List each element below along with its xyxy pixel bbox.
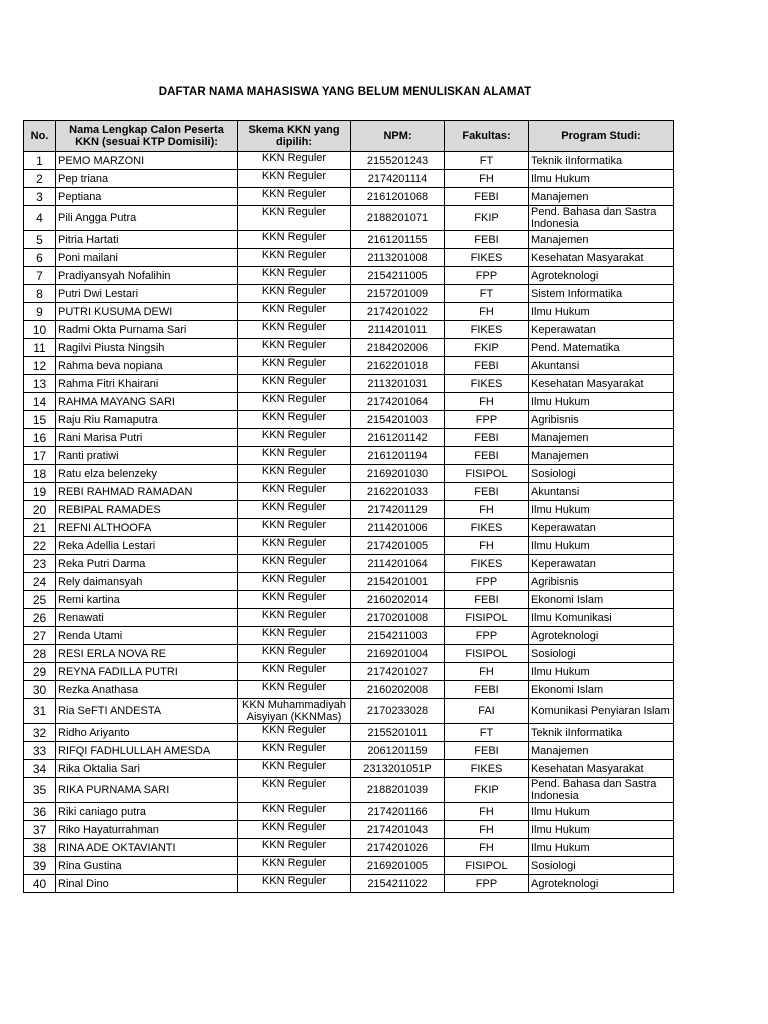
table-row [24, 742, 674, 760]
cell-prodi: Teknik iInformatika [529, 152, 674, 170]
cell-fakultas: FPP [445, 411, 529, 429]
cell-no: 24 [24, 573, 56, 591]
cell-no: 22 [24, 537, 56, 555]
cell-prodi: Agroteknologi [529, 627, 674, 645]
table-row [24, 875, 674, 893]
header-prodi: Program Studi: [529, 121, 674, 152]
table-row [24, 249, 674, 267]
table-row [24, 501, 674, 519]
cell-skema: KKN Reguler [238, 609, 351, 627]
table-row [24, 555, 674, 573]
cell-prodi: Pend. Bahasa dan Sastra Indonesia [529, 778, 674, 803]
cell-nama: Rely daimansyah [56, 573, 238, 591]
cell-nama: Rinal Dino [56, 875, 238, 893]
cell-nama: Rahma beva nopiana [56, 357, 238, 375]
header-nama: Nama Lengkap Calon Peserta KKN (sesuai KTP Domisili): [56, 121, 238, 152]
cell-npm: 2114201006 [351, 519, 445, 537]
cell-prodi: Manajemen [529, 188, 674, 206]
header-no: No. [24, 121, 56, 152]
cell-npm: 2061201159 [351, 742, 445, 760]
cell-nama: Renawati [56, 609, 238, 627]
cell-prodi: Teknik iInformatika [529, 724, 674, 742]
cell-skema: KKN Reguler [238, 303, 351, 321]
cell-no: 12 [24, 357, 56, 375]
cell-skema: KKN Reguler [238, 483, 351, 501]
cell-npm: 2160202014 [351, 591, 445, 609]
cell-skema: KKN Reguler [238, 231, 351, 249]
cell-no: 26 [24, 609, 56, 627]
cell-no: 10 [24, 321, 56, 339]
table-row [24, 537, 674, 555]
cell-prodi: Kesehatan Masyarakat [529, 375, 674, 393]
cell-npm: 2174201043 [351, 821, 445, 839]
cell-no: 21 [24, 519, 56, 537]
cell-skema: KKN Reguler [238, 267, 351, 285]
cell-no: 40 [24, 875, 56, 893]
cell-npm: 2169201030 [351, 465, 445, 483]
cell-prodi: Sistem Informatika [529, 285, 674, 303]
cell-fakultas: FEBI [445, 483, 529, 501]
table-row [24, 393, 674, 411]
cell-skema: KKN Reguler [238, 724, 351, 742]
cell-no: 30 [24, 681, 56, 699]
cell-no: 16 [24, 429, 56, 447]
table-row [24, 803, 674, 821]
cell-nama: RIFQI FADHLULLAH AMESDA [56, 742, 238, 760]
table-row [24, 152, 674, 170]
cell-no: 2 [24, 170, 56, 188]
cell-prodi: Pend. Matematika [529, 339, 674, 357]
cell-skema: KKN Reguler [238, 285, 351, 303]
cell-npm: 2161201194 [351, 447, 445, 465]
cell-nama: Remi kartina [56, 591, 238, 609]
table-row [24, 303, 674, 321]
table-row [24, 519, 674, 537]
cell-prodi: Agribisnis [529, 573, 674, 591]
cell-fakultas: FISIPOL [445, 465, 529, 483]
student-table [23, 120, 674, 893]
cell-prodi: Keperawatan [529, 555, 674, 573]
cell-npm: 2114201064 [351, 555, 445, 573]
cell-npm: 2155201011 [351, 724, 445, 742]
cell-no: 25 [24, 591, 56, 609]
cell-skema: KKN Reguler [238, 803, 351, 821]
cell-nama: RINA ADE OKTAVIANTI [56, 839, 238, 857]
cell-npm: 2113201031 [351, 375, 445, 393]
cell-fakultas: FEBI [445, 231, 529, 249]
cell-fakultas: FT [445, 724, 529, 742]
cell-no: 13 [24, 375, 56, 393]
table-row [24, 188, 674, 206]
cell-npm: 2188201071 [351, 206, 445, 231]
cell-fakultas: FT [445, 152, 529, 170]
header-skema: Skema KKN yang dipilih: [238, 121, 351, 152]
cell-fakultas: FEBI [445, 681, 529, 699]
cell-nama: Pitria Hartati [56, 231, 238, 249]
cell-nama: REYNA FADILLA PUTRI [56, 663, 238, 681]
cell-fakultas: FH [445, 803, 529, 821]
cell-fakultas: FH [445, 537, 529, 555]
cell-skema: KKN Reguler [238, 742, 351, 760]
cell-skema: KKN Reguler [238, 839, 351, 857]
cell-prodi: Manajemen [529, 231, 674, 249]
cell-nama: Pili Angga Putra [56, 206, 238, 231]
cell-npm: 2174201064 [351, 393, 445, 411]
table-row [24, 285, 674, 303]
cell-skema: KKN Muhammadiyah Aisyiyan (KKNMas) [238, 699, 351, 724]
cell-npm: 2169201004 [351, 645, 445, 663]
cell-nama: Radmi Okta Purnama Sari [56, 321, 238, 339]
cell-prodi: Agroteknologi [529, 875, 674, 893]
cell-prodi: Ilmu Hukum [529, 303, 674, 321]
cell-skema: KKN Reguler [238, 206, 351, 231]
cell-prodi: Ilmu Hukum [529, 663, 674, 681]
cell-fakultas: FPP [445, 875, 529, 893]
cell-npm: 2313201051P [351, 760, 445, 778]
cell-fakultas: FH [445, 821, 529, 839]
cell-fakultas: FISIPOL [445, 857, 529, 875]
table-row [24, 357, 674, 375]
cell-nama: Rezka Anathasa [56, 681, 238, 699]
cell-nama: Rahma Fitri Khairani [56, 375, 238, 393]
cell-npm: 2188201039 [351, 778, 445, 803]
cell-skema: KKN Reguler [238, 591, 351, 609]
table-row [24, 339, 674, 357]
cell-npm: 2161201068 [351, 188, 445, 206]
cell-fakultas: FH [445, 839, 529, 857]
cell-no: 4 [24, 206, 56, 231]
cell-fakultas: FPP [445, 627, 529, 645]
cell-no: 33 [24, 742, 56, 760]
cell-nama: Riko Hayaturrahman [56, 821, 238, 839]
cell-no: 34 [24, 760, 56, 778]
table-row [24, 465, 674, 483]
cell-npm: 2169201005 [351, 857, 445, 875]
cell-fakultas: FISIPOL [445, 609, 529, 627]
cell-fakultas: FPP [445, 267, 529, 285]
table-row [24, 573, 674, 591]
table-row [24, 411, 674, 429]
cell-prodi: Akuntansi [529, 357, 674, 375]
cell-skema: KKN Reguler [238, 249, 351, 267]
cell-npm: 2174201166 [351, 803, 445, 821]
cell-nama: Rika Oktalia Sari [56, 760, 238, 778]
table-row [24, 591, 674, 609]
cell-prodi: Manajemen [529, 447, 674, 465]
table-row [24, 447, 674, 465]
cell-nama: Riki caniago putra [56, 803, 238, 821]
table-row [24, 483, 674, 501]
cell-nama: Pep triana [56, 170, 238, 188]
cell-nama: RIKA PURNAMA SARI [56, 778, 238, 803]
cell-prodi: Ilmu Hukum [529, 803, 674, 821]
cell-skema: KKN Reguler [238, 465, 351, 483]
cell-skema: KKN Reguler [238, 429, 351, 447]
cell-fakultas: FKIP [445, 778, 529, 803]
table-row [24, 857, 674, 875]
cell-prodi: Ilmu Hukum [529, 537, 674, 555]
cell-fakultas: FEBI [445, 188, 529, 206]
table-row [24, 760, 674, 778]
cell-no: 7 [24, 267, 56, 285]
cell-no: 6 [24, 249, 56, 267]
cell-fakultas: FIKES [445, 375, 529, 393]
cell-prodi: Ilmu Hukum [529, 839, 674, 857]
table-row [24, 321, 674, 339]
cell-no: 23 [24, 555, 56, 573]
table-row [24, 231, 674, 249]
cell-prodi: Agribisnis [529, 411, 674, 429]
cell-no: 28 [24, 645, 56, 663]
table-row [24, 206, 674, 231]
cell-no: 35 [24, 778, 56, 803]
cell-fakultas: FEBI [445, 591, 529, 609]
cell-prodi: Ekonomi Islam [529, 591, 674, 609]
cell-no: 3 [24, 188, 56, 206]
cell-prodi: Akuntansi [529, 483, 674, 501]
table-row [24, 375, 674, 393]
cell-fakultas: FIKES [445, 760, 529, 778]
cell-no: 27 [24, 627, 56, 645]
cell-no: 5 [24, 231, 56, 249]
cell-skema: KKN Reguler [238, 339, 351, 357]
cell-npm: 2174201027 [351, 663, 445, 681]
cell-prodi: Agroteknologi [529, 267, 674, 285]
cell-skema: KKN Reguler [238, 447, 351, 465]
cell-nama: REFNI ALTHOOFA [56, 519, 238, 537]
cell-fakultas: FIKES [445, 249, 529, 267]
cell-skema: KKN Reguler [238, 875, 351, 893]
cell-prodi: Pend. Bahasa dan Sastra Indonesia [529, 206, 674, 231]
page-title: DAFTAR NAMA MAHASISWA YANG BELUM MENULISKAN ALAMAT [158, 86, 532, 98]
cell-skema: KKN Reguler [238, 627, 351, 645]
cell-prodi: Manajemen [529, 742, 674, 760]
cell-fakultas: FH [445, 170, 529, 188]
table-row [24, 267, 674, 285]
header-fakultas: Fakultas: [445, 121, 529, 152]
cell-fakultas: FAI [445, 699, 529, 724]
cell-npm: 2114201011 [351, 321, 445, 339]
cell-skema: KKN Reguler [238, 411, 351, 429]
cell-npm: 2155201243 [351, 152, 445, 170]
cell-fakultas: FKIP [445, 206, 529, 231]
table-row [24, 681, 674, 699]
cell-skema: KKN Reguler [238, 188, 351, 206]
cell-nama: Ragilvi Piusta Ningsih [56, 339, 238, 357]
cell-nama: Pradiyansyah Nofalihin [56, 267, 238, 285]
cell-nama: PUTRI KUSUMA DEWI [56, 303, 238, 321]
header-npm: NPM: [351, 121, 445, 152]
cell-npm: 2184202006 [351, 339, 445, 357]
cell-nama: Renda Utami [56, 627, 238, 645]
cell-npm: 2174201114 [351, 170, 445, 188]
cell-npm: 2160202008 [351, 681, 445, 699]
cell-nama: REBI RAHMAD RAMADAN [56, 483, 238, 501]
cell-nama: RAHMA MAYANG SARI [56, 393, 238, 411]
cell-no: 31 [24, 699, 56, 724]
cell-nama: PEMO MARZONI [56, 152, 238, 170]
cell-no: 8 [24, 285, 56, 303]
cell-prodi: Keperawatan [529, 321, 674, 339]
cell-prodi: Sosiologi [529, 465, 674, 483]
cell-prodi: Ekonomi Islam [529, 681, 674, 699]
cell-nama: Ridho Ariyanto [56, 724, 238, 742]
cell-npm: 2161201142 [351, 429, 445, 447]
table-row [24, 429, 674, 447]
cell-fakultas: FEBI [445, 357, 529, 375]
cell-npm: 2113201008 [351, 249, 445, 267]
cell-prodi: Sosiologi [529, 645, 674, 663]
cell-skema: KKN Reguler [238, 170, 351, 188]
cell-prodi: Kesehatan Masyarakat [529, 760, 674, 778]
cell-npm: 2157201009 [351, 285, 445, 303]
cell-prodi: Ilmu Hukum [529, 393, 674, 411]
cell-npm: 2170233028 [351, 699, 445, 724]
table-row [24, 627, 674, 645]
table-row [24, 170, 674, 188]
cell-skema: KKN Reguler [238, 573, 351, 591]
cell-no: 15 [24, 411, 56, 429]
cell-npm: 2174201026 [351, 839, 445, 857]
cell-prodi: Ilmu Komunikasi [529, 609, 674, 627]
cell-no: 17 [24, 447, 56, 465]
cell-skema: KKN Reguler [238, 555, 351, 573]
cell-npm: 2174201129 [351, 501, 445, 519]
cell-skema: KKN Reguler [238, 519, 351, 537]
cell-fakultas: FH [445, 501, 529, 519]
cell-npm: 2162201033 [351, 483, 445, 501]
cell-nama: Rina Gustina [56, 857, 238, 875]
cell-npm: 2170201008 [351, 609, 445, 627]
cell-nama: Peptiana [56, 188, 238, 206]
cell-skema: KKN Reguler [238, 357, 351, 375]
cell-fakultas: FKIP [445, 339, 529, 357]
cell-prodi: Manajemen [529, 429, 674, 447]
cell-npm: 2161201155 [351, 231, 445, 249]
cell-fakultas: FEBI [445, 742, 529, 760]
cell-npm: 2154201001 [351, 573, 445, 591]
cell-no: 1 [24, 152, 56, 170]
cell-skema: KKN Reguler [238, 152, 351, 170]
cell-skema: KKN Reguler [238, 681, 351, 699]
cell-skema: KKN Reguler [238, 857, 351, 875]
cell-no: 11 [24, 339, 56, 357]
cell-skema: KKN Reguler [238, 663, 351, 681]
cell-nama: REBIPAL RAMADES [56, 501, 238, 519]
cell-fakultas: FPP [445, 573, 529, 591]
cell-no: 29 [24, 663, 56, 681]
cell-no: 36 [24, 803, 56, 821]
cell-nama: Putri Dwi Lestari [56, 285, 238, 303]
cell-nama: Ratu elza belenzeky [56, 465, 238, 483]
cell-fakultas: FEBI [445, 447, 529, 465]
cell-npm: 2174201005 [351, 537, 445, 555]
cell-fakultas: FEBI [445, 429, 529, 447]
cell-fakultas: FT [445, 285, 529, 303]
cell-nama: RESI ERLA NOVA RE [56, 645, 238, 663]
cell-no: 20 [24, 501, 56, 519]
table-row [24, 645, 674, 663]
cell-nama: Reka Putri Darma [56, 555, 238, 573]
cell-no: 37 [24, 821, 56, 839]
cell-skema: KKN Reguler [238, 778, 351, 803]
cell-skema: KKN Reguler [238, 321, 351, 339]
cell-prodi: Ilmu Hukum [529, 170, 674, 188]
cell-no: 19 [24, 483, 56, 501]
table-row [24, 609, 674, 627]
cell-prodi: Sosiologi [529, 857, 674, 875]
cell-nama: Rani Marisa Putri [56, 429, 238, 447]
cell-no: 9 [24, 303, 56, 321]
cell-nama: Ria SeFTI ANDESTA [56, 699, 238, 724]
cell-nama: Reka Adellia Lestari [56, 537, 238, 555]
cell-npm: 2174201022 [351, 303, 445, 321]
table-row [24, 724, 674, 742]
cell-skema: KKN Reguler [238, 760, 351, 778]
cell-skema: KKN Reguler [238, 501, 351, 519]
table-row [24, 778, 674, 803]
cell-skema: KKN Reguler [238, 645, 351, 663]
cell-prodi: Kesehatan Masyarakat [529, 249, 674, 267]
table-row [24, 699, 674, 724]
cell-no: 38 [24, 839, 56, 857]
cell-prodi: Ilmu Hukum [529, 501, 674, 519]
cell-skema: KKN Reguler [238, 375, 351, 393]
cell-fakultas: FIKES [445, 555, 529, 573]
cell-skema: KKN Reguler [238, 821, 351, 839]
cell-npm: 2154211003 [351, 627, 445, 645]
cell-npm: 2154211022 [351, 875, 445, 893]
cell-fakultas: FIKES [445, 321, 529, 339]
cell-prodi: Komunikasi Penyiaran Islam [529, 699, 674, 724]
cell-fakultas: FIKES [445, 519, 529, 537]
cell-no: 39 [24, 857, 56, 875]
table-row [24, 839, 674, 857]
table-row [24, 821, 674, 839]
table-row [24, 663, 674, 681]
cell-nama: Poni mailani [56, 249, 238, 267]
table-header-row [24, 121, 674, 152]
cell-fakultas: FISIPOL [445, 645, 529, 663]
cell-npm: 2154201003 [351, 411, 445, 429]
cell-no: 18 [24, 465, 56, 483]
cell-no: 14 [24, 393, 56, 411]
cell-npm: 2162201018 [351, 357, 445, 375]
table-body [24, 152, 674, 893]
cell-skema: KKN Reguler [238, 537, 351, 555]
cell-prodi: Ilmu Hukum [529, 821, 674, 839]
cell-nama: Ranti pratiwi [56, 447, 238, 465]
cell-fakultas: FH [445, 393, 529, 411]
cell-npm: 2154211005 [351, 267, 445, 285]
cell-skema: KKN Reguler [238, 393, 351, 411]
cell-prodi: Keperawatan [529, 519, 674, 537]
cell-fakultas: FH [445, 303, 529, 321]
cell-nama: Raju Riu Ramaputra [56, 411, 238, 429]
cell-no: 32 [24, 724, 56, 742]
cell-fakultas: FH [445, 663, 529, 681]
